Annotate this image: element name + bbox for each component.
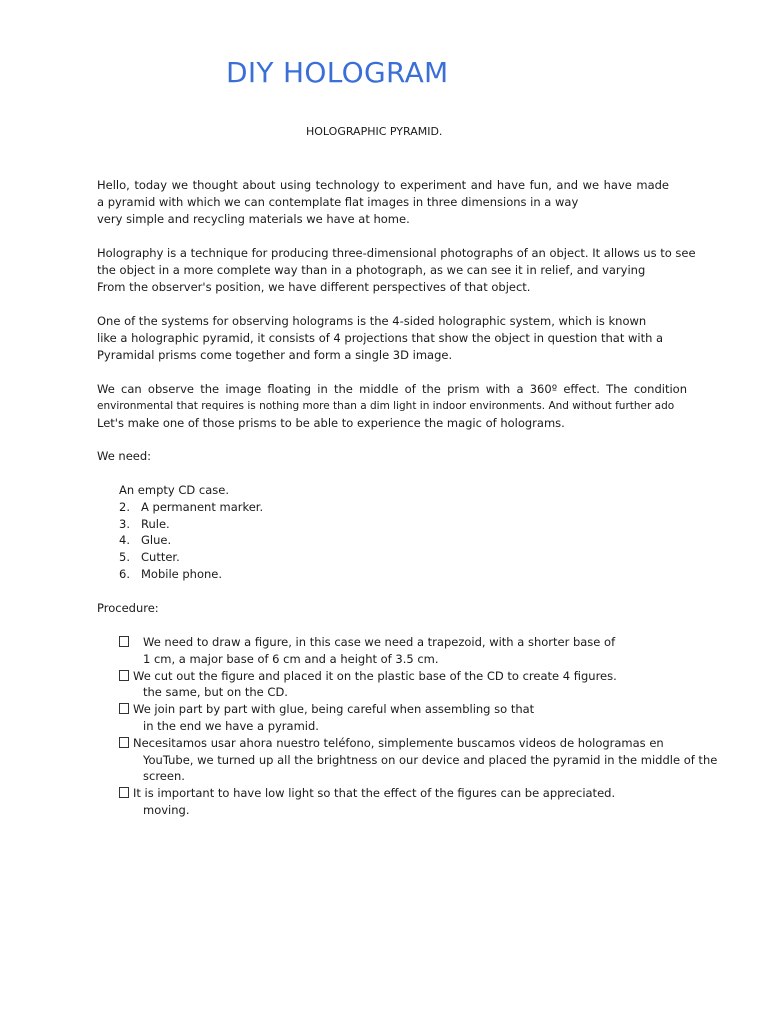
holography-paragraph: [97, 245, 697, 295]
checkbox-glyph-icon: [119, 636, 129, 647]
intro-paragraph: [97, 177, 697, 227]
paragraph-line: very simple and recycling materials we have at home.: [97, 211, 410, 226]
procedure-step: [119, 634, 709, 668]
list-item-text: Rule.: [141, 516, 170, 531]
step-text-continued: YouTube, we turned up all the brightness on our device and placed the pyramid in the middle of the: [143, 752, 718, 767]
list-item: [119, 499, 263, 516]
paragraph-line: Let's make one of those prisms to be able to experience the magic of holograms.: [97, 415, 565, 430]
step-text: We cut out the figure and placed it on the plastic base of the CD to create 4 figures.: [133, 668, 617, 683]
checkbox-glyph-icon: [119, 703, 129, 714]
list-item: [119, 482, 263, 499]
paragraph-line: From the observer's position, we have different perspectives of that object.: [97, 279, 531, 294]
list-item-number: 6.: [119, 566, 130, 581]
procedure-steps: [119, 634, 718, 819]
we-need-heading: [97, 448, 697, 465]
list-item-text: Cutter.: [141, 550, 180, 565]
step-text: It is important to have low light so that the effect of the figures can be appreciated.: [133, 786, 616, 801]
list-item-text: A permanent marker.: [141, 499, 264, 514]
step-text-continued: 1 cm, a major base of 6 cm and a height of 3.5 cm.: [143, 651, 439, 666]
paragraph-line: Holography is a technique for producing three-dimensional photographs of an object. It allows us to see: [97, 246, 696, 260]
checkbox-glyph-icon: [119, 670, 129, 681]
list-item-number: 2.: [119, 499, 130, 514]
checkbox-glyph-icon: [119, 787, 129, 798]
paragraph-line: Pyramidal prisms come together and form a single 3D image.: [97, 347, 453, 362]
procedure-step: [119, 735, 718, 785]
list-item: [119, 549, 263, 566]
paragraph-line: Hello, today we thought about using technology to experiment and have fun, and we have made: [97, 178, 669, 192]
list-item-number: 3.: [119, 516, 130, 531]
document-title: DIY HOLOGRAM: [226, 56, 449, 89]
paragraph-line: like a holographic pyramid, it consists of 4 projections that show the object in question that with a: [97, 330, 664, 345]
checkbox-glyph-icon: [119, 737, 129, 748]
list-item-number: 5.: [119, 550, 130, 565]
step-text: We need to draw a figure, in this case we need a trapezoid, with a shorter base of: [143, 635, 616, 649]
procedure-label: Procedure:: [97, 601, 159, 615]
procedure-step: [119, 668, 709, 702]
step-text-continued: moving.: [143, 802, 190, 817]
procedure-step: [119, 785, 709, 819]
paragraph-line: One of the systems for observing holograms is the 4-sided holographic system, which is known: [97, 314, 647, 328]
step-text-continued: screen.: [143, 769, 185, 784]
document-subtitle: HOLOGRAPHIC PYRAMID.: [306, 125, 443, 138]
systems-paragraph: [97, 313, 697, 363]
paragraph-line: environmental that requires is nothing more than a dim light in indoor environments. And without further ado: [97, 399, 675, 412]
list-item-number: 4.: [119, 533, 130, 548]
paragraph-line: the object in a more complete way than in a photograph, as we can see it in relief, and varying: [97, 262, 646, 277]
we-need-label: We need:: [97, 449, 152, 463]
step-text: We join part by part with glue, being careful when assembling so that: [133, 702, 535, 717]
step-text-continued: the same, but on the CD.: [143, 685, 288, 700]
step-text-continued: in the end we have a pyramid.: [143, 718, 319, 733]
materials-list: [119, 482, 263, 583]
list-item: [119, 532, 263, 549]
list-item-text: Glue.: [141, 533, 172, 548]
step-text: Necesitamos usar ahora nuestro teléfono, simplemente buscamos videos de hologramas en: [133, 735, 664, 750]
list-item-text: An empty CD case.: [119, 483, 229, 497]
list-item: [119, 566, 263, 583]
list-item: [119, 516, 263, 533]
list-item-text: Mobile phone.: [141, 566, 223, 581]
observe-paragraph: [97, 381, 697, 431]
procedure-heading: [97, 600, 697, 617]
paragraph-line: We can observe the image floating in the middle of the prism with a 360º effect. The condition: [97, 382, 687, 396]
procedure-step: [119, 701, 709, 735]
paragraph-line: a pyramid with which we can contemplate flat images in three dimensions in a way: [97, 194, 579, 209]
